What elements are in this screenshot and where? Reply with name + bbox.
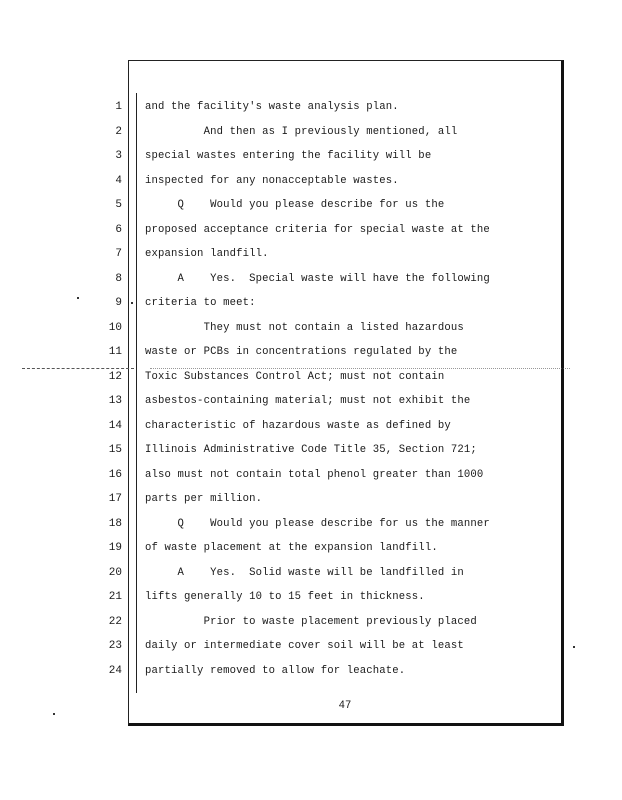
line-text: special wastes entering the facility will be — [145, 150, 432, 162]
line-text: and the facility's waste analysis plan. — [145, 101, 399, 113]
line-number: 16 — [108, 468, 122, 481]
transcript-line — [0, 144, 622, 168]
line-text: A Yes. Special waste will have the following — [145, 272, 490, 285]
transcript-line — [0, 95, 622, 119]
line-number: 3 — [115, 150, 122, 162]
line-text: Prior to waste placement previously placed — [145, 615, 477, 628]
transcript-line — [0, 610, 622, 634]
line-text: asbestos-containing material; must not exhibit the — [145, 395, 471, 407]
transcript-line — [0, 634, 622, 658]
line-text: And then as I previously mentioned, all — [145, 125, 458, 138]
line-number: 13 — [108, 395, 122, 407]
line-number: 10 — [108, 321, 122, 334]
line-number: 1 — [115, 101, 122, 113]
transcript-line — [0, 463, 622, 487]
line-number: 20 — [108, 566, 122, 579]
line-number: 2 — [115, 125, 122, 138]
line-text: characteristic of hazardous waste as defined by — [145, 419, 451, 432]
line-number: 11 — [108, 346, 122, 358]
transcript-line — [0, 512, 622, 536]
line-number: 9 — [115, 297, 122, 309]
transcript-line — [0, 487, 622, 511]
line-text: Q Would you please describe for us the manner — [145, 517, 490, 530]
line-text: They must not contain a listed hazardous — [145, 321, 464, 334]
line-number: 21 — [108, 591, 122, 603]
transcript-line — [0, 316, 622, 340]
transcript-line — [0, 169, 622, 193]
line-number: 22 — [108, 615, 122, 628]
line-number: 4 — [115, 174, 122, 187]
line-text: of waste placement at the expansion landfill. — [145, 542, 438, 554]
line-number: 15 — [108, 444, 122, 456]
transcript-line — [0, 389, 622, 413]
line-number: 14 — [108, 419, 122, 432]
transcript-line — [0, 340, 622, 364]
transcript-line — [0, 267, 622, 291]
line-number: 18 — [108, 517, 122, 530]
page-number: 47 — [338, 700, 352, 712]
line-text: also must not contain total phenol greater than 1000 — [145, 468, 484, 481]
transcript-line — [0, 659, 622, 683]
line-text: daily or intermediate cover soil will be at least — [145, 640, 464, 652]
line-number: 8 — [115, 272, 122, 285]
transcript-line — [0, 438, 622, 462]
line-text: lifts generally 10 to 15 feet in thickness. — [145, 591, 425, 603]
transcript-line — [0, 120, 622, 144]
transcript-line — [0, 414, 622, 438]
line-text: expansion landfill. — [145, 248, 269, 260]
line-number: 23 — [108, 640, 122, 652]
line-number: 17 — [108, 493, 122, 505]
line-text: parts per million. — [145, 493, 263, 505]
line-text: waste or PCBs in concentrations regulated by the — [145, 346, 458, 358]
transcript-line — [0, 536, 622, 560]
line-number: 6 — [115, 223, 122, 236]
line-number: 12 — [108, 370, 122, 383]
transcript-line — [0, 561, 622, 585]
scan-speck — [53, 713, 55, 715]
line-text: partially removed to allow for leachate. — [145, 664, 406, 677]
transcript-line — [0, 218, 622, 242]
line-text: Toxic Substances Control Act; must not contain — [145, 370, 445, 383]
line-number: 5 — [115, 199, 122, 211]
transcript-line — [0, 585, 622, 609]
line-text: A Yes. Solid waste will be landfilled in — [145, 566, 464, 579]
line-text: criteria to meet: — [145, 297, 256, 309]
transcript-line — [0, 291, 622, 315]
line-text: inspected for any nonacceptable wastes. — [145, 174, 399, 187]
line-number: 7 — [115, 248, 122, 260]
transcript-line — [0, 193, 622, 217]
line-text: Q Would you please describe for us the — [145, 199, 445, 211]
transcript-line — [0, 242, 622, 266]
line-text: proposed acceptance criteria for special waste at the — [145, 223, 490, 236]
line-number: 19 — [108, 542, 122, 554]
line-number: 24 — [108, 664, 122, 677]
transcript-line — [0, 365, 622, 389]
line-text: Illinois Administrative Code Title 35, Section 721; — [145, 444, 477, 456]
